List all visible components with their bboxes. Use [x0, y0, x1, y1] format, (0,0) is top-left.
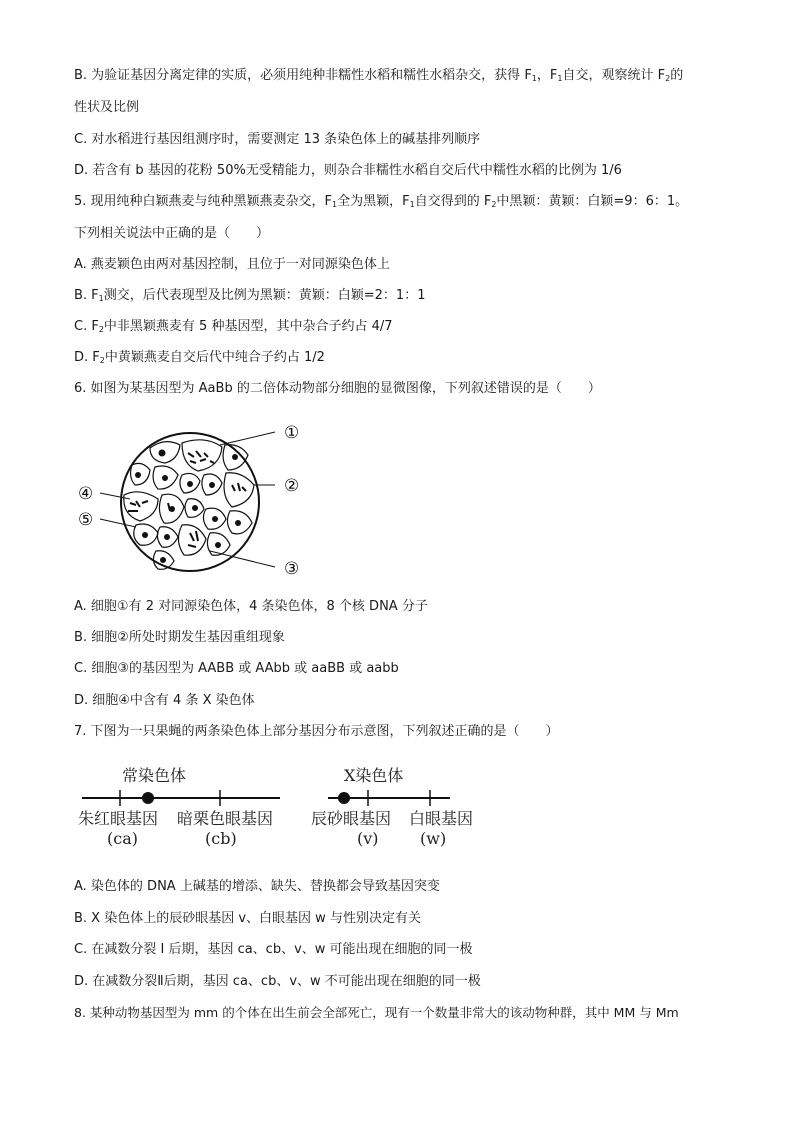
label-5: ⑤: [78, 510, 94, 530]
q6-stem: 6. 如图为某基因型为 AaBb 的二倍体动物部分细胞的显微图像，下列叙述错误的是（ ）: [74, 381, 601, 396]
gene-ca-name: 朱红眼基因: [78, 809, 159, 828]
q7-option-a: A. 染色体的 DNA 上碱基的增添、缺失、替换都会导致基因突变: [74, 879, 440, 894]
q6-option-c: C. 细胞③的基因型为 AABB 或 AAbb 或 aaBB 或 aabb: [74, 661, 399, 676]
label-2: ②: [284, 476, 300, 496]
q5-stem-line2: 下列相关说法中正确的是（ ）: [74, 226, 270, 241]
q4-option-b-line1: B. 为验证基因分离定律的实质，必须用纯种非糯性水稻和糯性水稻杂交，获得 $F_1$，$F_1$自交，观察统计 $F_2$的: [74, 68, 684, 83]
q5-option-c: C. $F_2$中非黑颖燕麦有 5 种基因型，其中杂合子约占 4/7: [74, 319, 393, 334]
q5-option-b: B. $F_1$测交，后代表现型及比例为黑颖：黄颖：白颖=2：1：1: [74, 288, 426, 303]
q4-option-c: C. 对水稻进行基因组测序时，需要测定 13 条染色体上的碱基排列顺序: [74, 132, 481, 147]
gene-map-figure: [70, 760, 490, 855]
q4-option-d: D. 若含有 b 基因的花粉 50%无受精能力，则杂合非糯性水稻自交后代中糯性水稻的比例为 1/6: [74, 163, 622, 178]
gene-v-name: 辰砂眼基因: [311, 809, 392, 828]
label-1: ①: [284, 423, 300, 443]
gene-cb-name: 暗栗色眼基因: [177, 809, 274, 828]
gene-w-name: 白眼基因: [409, 809, 474, 828]
autosome-title: 常染色体: [122, 766, 187, 785]
label-4: ④: [78, 484, 94, 504]
x-chromosome-title: X染色体: [344, 766, 404, 785]
x-centromere: [338, 792, 350, 804]
q7-option-b: B. X 染色体上的辰砂眼基因 v、白眼基因 w 与性别决定有关: [74, 911, 421, 926]
gene-v-symbol: (v): [357, 829, 379, 848]
q6-option-b: B. 细胞②所处时期发生基因重组现象: [74, 630, 285, 645]
q7-option-d: D. 在减数分裂Ⅱ后期，基因 ca、cb、v、w 不可能出现在细胞的同一极: [74, 974, 481, 989]
gene-w-symbol: (w): [420, 829, 447, 848]
q6-option-d: D. 细胞④中含有 4 条 X 染色体: [74, 693, 255, 708]
q6-option-a: A. 细胞①有 2 对同源染色体，4 条染色体，8 个核 DNA 分子: [74, 599, 428, 614]
q5-stem-line1: 5. 现用纯种白颖燕麦与纯种黑颖燕麦杂交，$F_1$全为黑颖，$F_1$自交得到的 $F_2$中黑颖：黄颖：白颖=9：6：1。: [74, 194, 689, 209]
autosome: [82, 790, 280, 806]
micrograph-figure: [70, 415, 320, 585]
q8-stem: 8. 某种动物基因型为 mm 的个体在出生前会全部死亡，现有一个数量非常大的该动物种群，其中 MM 与 Mm: [74, 1005, 679, 1020]
q5-option-a: A. 燕麦颖色由两对基因控制，且位于一对同源染色体上: [74, 257, 390, 272]
label-3: ③: [284, 559, 300, 579]
q5-option-d: D. $F_2$中黄颖燕麦自交后代中纯合子约占 1/2: [74, 350, 325, 365]
q7-stem: 7. 下图为一只果蝇的两条染色体上部分基因分布示意图，下列叙述正确的是（ ）: [74, 724, 559, 739]
q7-option-c: C. 在减数分裂 I 后期，基因 ca、cb、v、w 可能出现在细胞的同一极: [74, 942, 473, 957]
autosome-centromere: [142, 792, 154, 804]
gene-ca-symbol: (ca): [107, 829, 138, 848]
q4-option-b-line2: 性状及比例: [74, 100, 140, 115]
gene-cb-symbol: (cb): [205, 829, 237, 848]
